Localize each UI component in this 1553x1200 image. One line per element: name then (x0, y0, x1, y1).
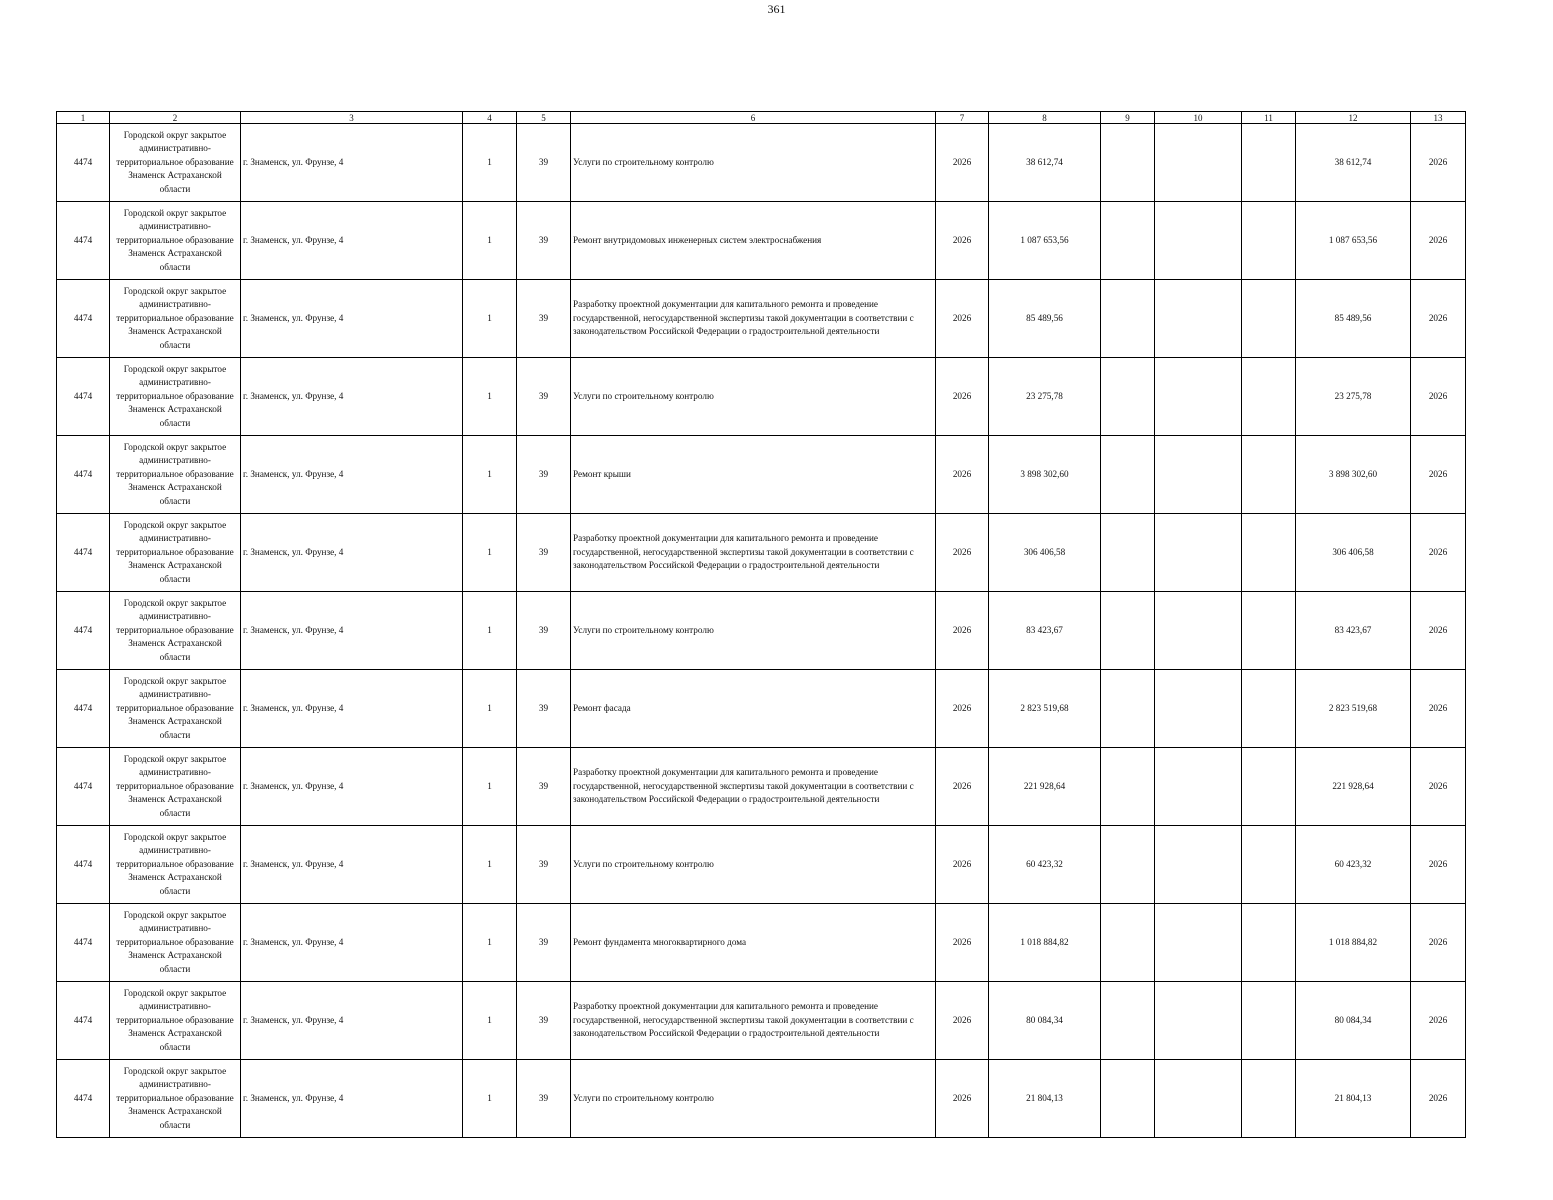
header-cell-7: 7 (936, 112, 989, 124)
cell-col10 (1155, 904, 1242, 982)
cell-year: 2026 (936, 280, 989, 358)
cell-municipality: Городской округ закрытое административно-территориальное образование Знаменск Астраханской области (110, 358, 241, 436)
cell-year-end: 2026 (1411, 592, 1466, 670)
cell-total: 3 898 302,60 (1296, 436, 1411, 514)
cell-total: 221 928,64 (1296, 748, 1411, 826)
cell-col5: 39 (517, 904, 571, 982)
header-cell-4: 4 (463, 112, 517, 124)
cell-col9 (1101, 514, 1155, 592)
table-row (57, 904, 1466, 982)
table-row (57, 358, 1466, 436)
cell-col9 (1101, 124, 1155, 202)
cell-municipality: Городской округ закрытое административно-территориальное образование Знаменск Астраханской области (110, 670, 241, 748)
cell-year: 2026 (936, 826, 989, 904)
cell-year: 2026 (936, 904, 989, 982)
cell-col10 (1155, 202, 1242, 280)
cell-col9 (1101, 202, 1155, 280)
cell-cost: 83 423,67 (989, 592, 1101, 670)
cell-cost: 23 275,78 (989, 358, 1101, 436)
cell-municipality: Городской округ закрытое административно-территориальное образование Знаменск Астраханской области (110, 514, 241, 592)
cell-work-type: Ремонт фасада (571, 670, 936, 748)
cell-year-end: 2026 (1411, 904, 1466, 982)
cell-work-type: Разработку проектной документации для капитального ремонта и проведение государственной, негосударственной экспертизы такой документации в соответствии с законодательством Российской Федерации о градостроительной деятельности (571, 982, 936, 1060)
cell-work-type: Разработку проектной документации для капитального ремонта и проведение государственной, негосударственной экспертизы такой документации в соответствии с законодательством Российской Федерации о градостроительной деятельности (571, 514, 936, 592)
table-row (57, 1060, 1466, 1138)
cell-cost: 2 823 519,68 (989, 670, 1101, 748)
cell-col11 (1242, 202, 1296, 280)
cell-col5: 39 (517, 982, 571, 1060)
cell-municipality: Городской округ закрытое административно-территориальное образование Знаменск Астраханской области (110, 826, 241, 904)
header-cell-9: 9 (1101, 112, 1155, 124)
cell-year-end: 2026 (1411, 436, 1466, 514)
cell-year-end: 2026 (1411, 124, 1466, 202)
cell-cost: 1 018 884,82 (989, 904, 1101, 982)
cell-col10 (1155, 826, 1242, 904)
table-row (57, 124, 1466, 202)
cell-total: 83 423,67 (1296, 592, 1411, 670)
cell-total: 306 406,58 (1296, 514, 1411, 592)
cell-total: 21 804,13 (1296, 1060, 1411, 1138)
cell-municipality: Городской округ закрытое административно-территориальное образование Знаменск Астраханской области (110, 904, 241, 982)
table-row (57, 280, 1466, 358)
cell-col5: 39 (517, 124, 571, 202)
cell-col4: 1 (463, 124, 517, 202)
cell-address: г. Знаменск, ул. Фрунзе, 4 (241, 904, 463, 982)
cell-year: 2026 (936, 514, 989, 592)
table-row (57, 748, 1466, 826)
cell-col11 (1242, 436, 1296, 514)
cell-col10 (1155, 1060, 1242, 1138)
table-row (57, 592, 1466, 670)
cell-work-type: Ремонт крыши (571, 436, 936, 514)
cell-col11 (1242, 124, 1296, 202)
header-cell-10: 10 (1155, 112, 1242, 124)
cell-id: 4474 (57, 514, 110, 592)
cell-col4: 1 (463, 748, 517, 826)
cell-total: 60 423,32 (1296, 826, 1411, 904)
header-cell-6: 6 (571, 112, 936, 124)
cell-col4: 1 (463, 202, 517, 280)
cell-year-end: 2026 (1411, 748, 1466, 826)
cell-col4: 1 (463, 826, 517, 904)
cell-cost: 1 087 653,56 (989, 202, 1101, 280)
cell-year: 2026 (936, 670, 989, 748)
cell-col11 (1242, 904, 1296, 982)
cell-work-type: Разработку проектной документации для капитального ремонта и проведение государственной, негосударственной экспертизы такой документации в соответствии с законодательством Российской Федерации о градостроительной деятельности (571, 280, 936, 358)
table-row (57, 982, 1466, 1060)
table-body (57, 124, 1466, 1138)
header-cell-5: 5 (517, 112, 571, 124)
cell-municipality: Городской округ закрытое административно-территориальное образование Знаменск Астраханской области (110, 124, 241, 202)
table-row (57, 202, 1466, 280)
cell-col4: 1 (463, 904, 517, 982)
cell-address: г. Знаменск, ул. Фрунзе, 4 (241, 514, 463, 592)
cell-work-type: Услуги по строительному контролю (571, 358, 936, 436)
cell-col4: 1 (463, 670, 517, 748)
cell-col10 (1155, 358, 1242, 436)
cell-municipality: Городской округ закрытое административно-территориальное образование Знаменск Астраханской области (110, 982, 241, 1060)
cell-id: 4474 (57, 826, 110, 904)
cell-col11 (1242, 358, 1296, 436)
cell-year-end: 2026 (1411, 514, 1466, 592)
cell-id: 4474 (57, 1060, 110, 1138)
cell-total: 23 275,78 (1296, 358, 1411, 436)
cell-municipality: Городской округ закрытое административно-территориальное образование Знаменск Астраханской области (110, 1060, 241, 1138)
cell-col11 (1242, 670, 1296, 748)
cell-col5: 39 (517, 514, 571, 592)
cell-address: г. Знаменск, ул. Фрунзе, 4 (241, 1060, 463, 1138)
cell-col10 (1155, 670, 1242, 748)
cell-municipality: Городской округ закрытое административно-территориальное образование Знаменск Астраханской области (110, 592, 241, 670)
cell-col11 (1242, 1060, 1296, 1138)
cell-id: 4474 (57, 982, 110, 1060)
cell-col5: 39 (517, 436, 571, 514)
cell-cost: 80 084,34 (989, 982, 1101, 1060)
cell-address: г. Знаменск, ул. Фрунзе, 4 (241, 670, 463, 748)
cell-col9 (1101, 826, 1155, 904)
cell-col10 (1155, 982, 1242, 1060)
header-cell-3: 3 (241, 112, 463, 124)
cell-total: 2 823 519,68 (1296, 670, 1411, 748)
cell-cost: 3 898 302,60 (989, 436, 1101, 514)
cell-col9 (1101, 1060, 1155, 1138)
cell-col10 (1155, 748, 1242, 826)
cell-col11 (1242, 982, 1296, 1060)
cell-col5: 39 (517, 748, 571, 826)
cell-col10 (1155, 124, 1242, 202)
cell-id: 4474 (57, 592, 110, 670)
cell-col9 (1101, 280, 1155, 358)
cell-col4: 1 (463, 514, 517, 592)
cell-year: 2026 (936, 358, 989, 436)
cell-col5: 39 (517, 592, 571, 670)
cell-total: 38 612,74 (1296, 124, 1411, 202)
cell-col9 (1101, 748, 1155, 826)
cell-id: 4474 (57, 904, 110, 982)
cell-address: г. Знаменск, ул. Фрунзе, 4 (241, 202, 463, 280)
cell-col9 (1101, 904, 1155, 982)
cell-col10 (1155, 592, 1242, 670)
cell-col5: 39 (517, 1060, 571, 1138)
cell-municipality: Городской округ закрытое административно-территориальное образование Знаменск Астраханской области (110, 280, 241, 358)
cell-col9 (1101, 670, 1155, 748)
cell-municipality: Городской округ закрытое административно-территориальное образование Знаменск Астраханской области (110, 202, 241, 280)
page-number: 361 (767, 2, 786, 16)
cell-col4: 1 (463, 358, 517, 436)
cell-total: 80 084,34 (1296, 982, 1411, 1060)
cell-col11 (1242, 748, 1296, 826)
cell-work-type: Услуги по строительному контролю (571, 1060, 936, 1138)
cell-id: 4474 (57, 280, 110, 358)
cell-address: г. Знаменск, ул. Фрунзе, 4 (241, 124, 463, 202)
table-row (57, 826, 1466, 904)
cell-address: г. Знаменск, ул. Фрунзе, 4 (241, 826, 463, 904)
header-cell-2: 2 (110, 112, 241, 124)
header-cell-11: 11 (1242, 112, 1296, 124)
cell-id: 4474 (57, 124, 110, 202)
cell-id: 4474 (57, 202, 110, 280)
cell-col10 (1155, 280, 1242, 358)
cell-col9 (1101, 358, 1155, 436)
cell-year: 2026 (936, 982, 989, 1060)
cell-cost: 21 804,13 (989, 1060, 1101, 1138)
cell-col5: 39 (517, 826, 571, 904)
cell-year-end: 2026 (1411, 280, 1466, 358)
cell-address: г. Знаменск, ул. Фрунзе, 4 (241, 748, 463, 826)
cell-work-type: Ремонт фундамента многоквартирного дома (571, 904, 936, 982)
cell-id: 4474 (57, 358, 110, 436)
cell-col11 (1242, 514, 1296, 592)
cell-col11 (1242, 280, 1296, 358)
cell-work-type: Ремонт внутридомовых инженерных систем электроснабжения (571, 202, 936, 280)
cell-col10 (1155, 514, 1242, 592)
cell-year: 2026 (936, 748, 989, 826)
header-cell-12: 12 (1296, 112, 1411, 124)
cell-col4: 1 (463, 592, 517, 670)
cell-work-type: Услуги по строительному контролю (571, 124, 936, 202)
cell-work-type: Услуги по строительному контролю (571, 826, 936, 904)
cell-col5: 39 (517, 358, 571, 436)
cell-work-type: Услуги по строительному контролю (571, 592, 936, 670)
cell-col5: 39 (517, 280, 571, 358)
cell-col4: 1 (463, 982, 517, 1060)
cell-col5: 39 (517, 202, 571, 280)
cell-address: г. Знаменск, ул. Фрунзе, 4 (241, 358, 463, 436)
cell-col11 (1242, 826, 1296, 904)
cell-col4: 1 (463, 436, 517, 514)
register-table (56, 111, 1466, 1138)
cell-address: г. Знаменск, ул. Фрунзе, 4 (241, 982, 463, 1060)
cell-col9 (1101, 592, 1155, 670)
cell-year-end: 2026 (1411, 202, 1466, 280)
cell-total: 85 489,56 (1296, 280, 1411, 358)
cell-cost: 306 406,58 (989, 514, 1101, 592)
cell-address: г. Знаменск, ул. Фрунзе, 4 (241, 592, 463, 670)
cell-year-end: 2026 (1411, 1060, 1466, 1138)
cell-col9 (1101, 436, 1155, 514)
table-row (57, 436, 1466, 514)
cell-col9 (1101, 982, 1155, 1060)
cell-id: 4474 (57, 436, 110, 514)
header-cell-13: 13 (1411, 112, 1466, 124)
cell-year-end: 2026 (1411, 982, 1466, 1060)
cell-address: г. Знаменск, ул. Фрунзе, 4 (241, 280, 463, 358)
cell-cost: 60 423,32 (989, 826, 1101, 904)
cell-year: 2026 (936, 592, 989, 670)
cell-col4: 1 (463, 1060, 517, 1138)
header-cell-1: 1 (57, 112, 110, 124)
cell-municipality: Городской округ закрытое административно-территориальное образование Знаменск Астраханской области (110, 748, 241, 826)
cell-col5: 39 (517, 670, 571, 748)
cell-col4: 1 (463, 280, 517, 358)
cell-municipality: Городской округ закрытое административно-территориальное образование Знаменск Астраханской области (110, 436, 241, 514)
cell-year: 2026 (936, 124, 989, 202)
cell-total: 1 018 884,82 (1296, 904, 1411, 982)
cell-year: 2026 (936, 436, 989, 514)
header-cell-8: 8 (989, 112, 1101, 124)
cell-total: 1 087 653,56 (1296, 202, 1411, 280)
cell-cost: 221 928,64 (989, 748, 1101, 826)
cell-col10 (1155, 436, 1242, 514)
cell-year-end: 2026 (1411, 826, 1466, 904)
cell-year: 2026 (936, 1060, 989, 1138)
table-row (57, 514, 1466, 592)
cell-work-type: Разработку проектной документации для капитального ремонта и проведение государственной, негосударственной экспертизы такой документации в соответствии с законодательством Российской Федерации о градостроительной деятельности (571, 748, 936, 826)
cell-year-end: 2026 (1411, 670, 1466, 748)
cell-year: 2026 (936, 202, 989, 280)
table-row (57, 670, 1466, 748)
cell-id: 4474 (57, 748, 110, 826)
cell-id: 4474 (57, 670, 110, 748)
cell-cost: 38 612,74 (989, 124, 1101, 202)
cell-col11 (1242, 592, 1296, 670)
header-row (57, 112, 1466, 124)
cell-year-end: 2026 (1411, 358, 1466, 436)
cell-address: г. Знаменск, ул. Фрунзе, 4 (241, 436, 463, 514)
cell-cost: 85 489,56 (989, 280, 1101, 358)
